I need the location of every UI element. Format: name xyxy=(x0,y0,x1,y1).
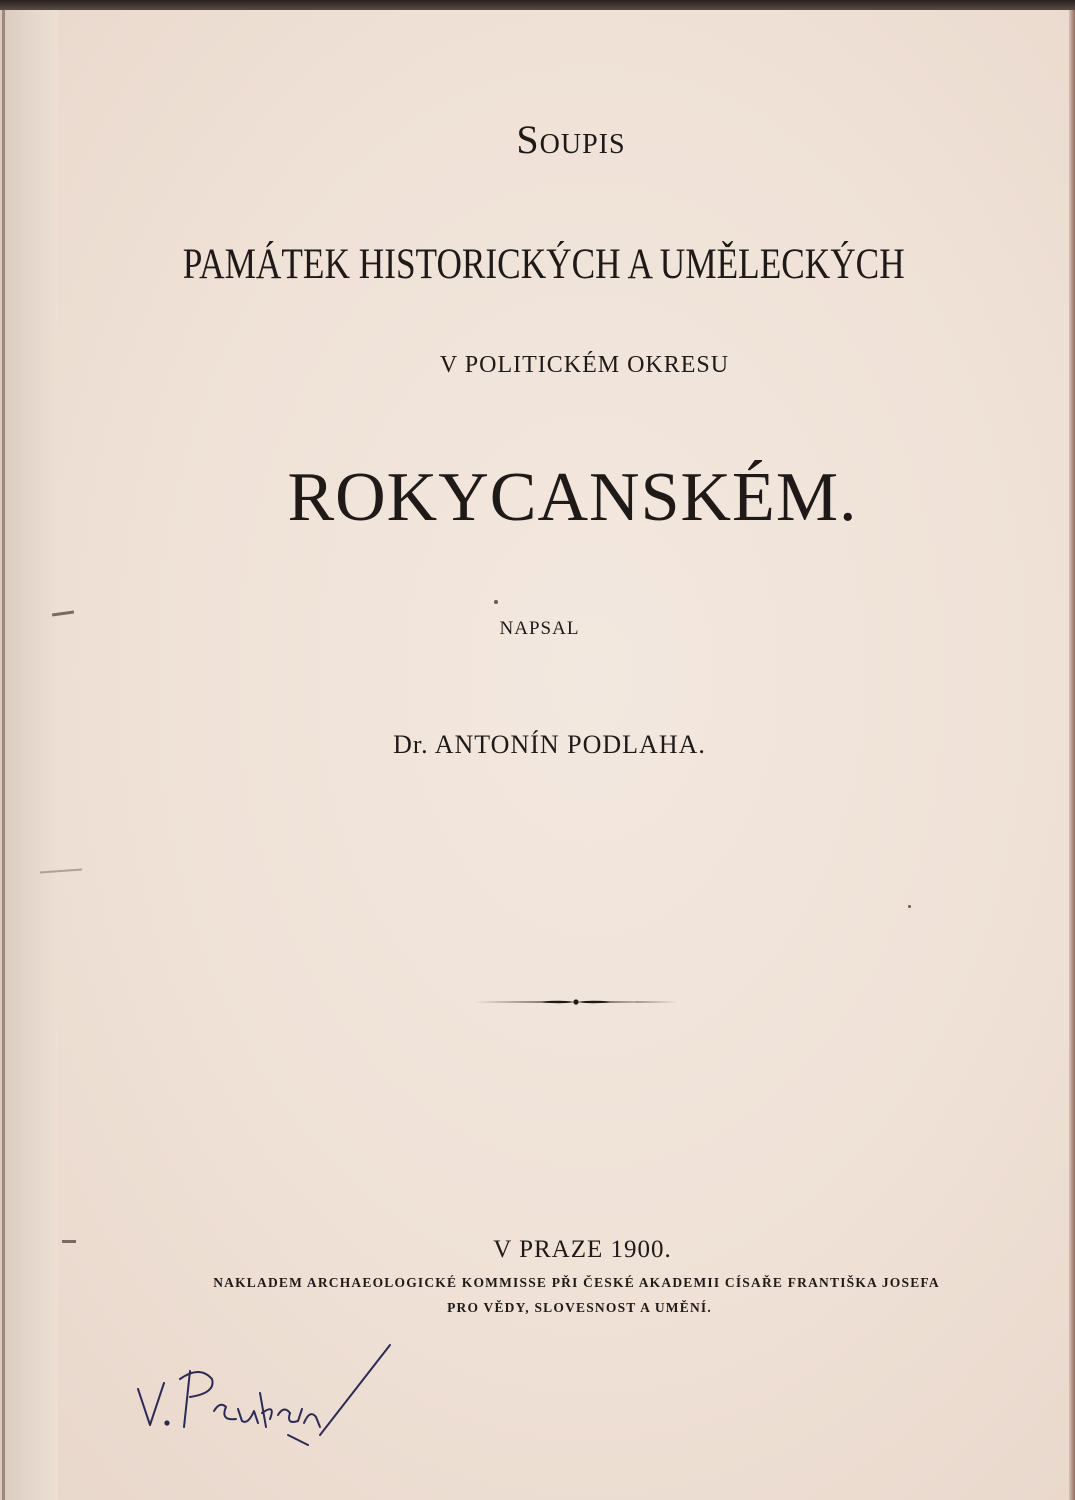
place-year: V PRAZE 1900. xyxy=(493,1236,672,1263)
ornament-rule xyxy=(472,994,680,1010)
ink-speck xyxy=(494,600,498,604)
handwritten-signature xyxy=(120,1335,420,1455)
title-rokycanskem: ROKYCANSKÉM. xyxy=(287,459,858,536)
title-okres: V POLITICKÉM OKRESU xyxy=(439,352,730,378)
napsal-label: NAPSAL xyxy=(499,618,580,639)
book-top-edge xyxy=(0,0,1075,10)
ink-speck xyxy=(908,905,911,908)
page-nick-mark xyxy=(62,1240,76,1243)
title-soupis: Soupis xyxy=(516,117,626,162)
author-name: Dr. ANTONÍN PODLAHA. xyxy=(393,730,706,759)
publisher-line-2: PRO VĚDY, SLOVESNOST A UMĚNÍ. xyxy=(447,1300,712,1315)
publisher-line-1: NAKLADEM ARCHAEOLOGICKÉ KOMMISSE PŘI ČESKÉ AKADEMII CÍSAŘE FRANTIŠKA JOSEFA xyxy=(213,1275,940,1290)
title-pamatek: PAMÁTEK HISTORICKÝCH A UMĚLECKÝCH xyxy=(182,241,905,288)
